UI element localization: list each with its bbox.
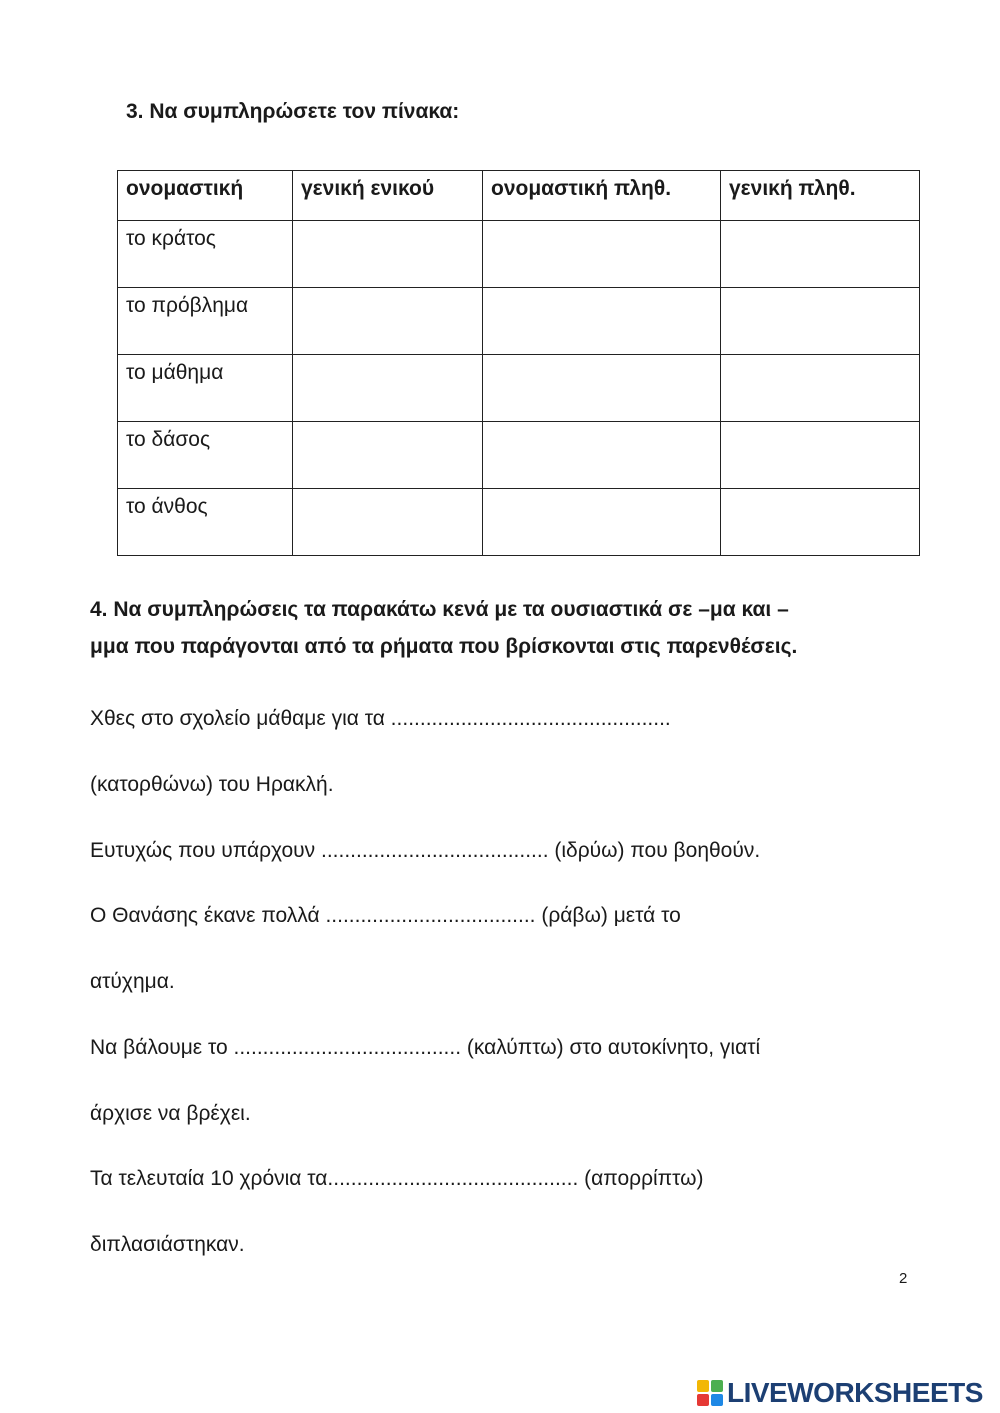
table-cell-blank[interactable]	[483, 489, 721, 556]
sentence-line-5: ατύχημα.	[90, 970, 175, 993]
sentence-line-6: Να βάλουμε το ....................................... (καλύπτω) στο αυτοκίνητο, γιατί	[90, 1036, 761, 1059]
liveworksheets-logo-text: LIVEWORKSHEETS	[727, 1377, 983, 1408]
table-row	[118, 489, 920, 556]
header-genitive-singular: γενική ενικού	[293, 171, 483, 221]
exercise-4-title-line-1: 4. Να συμπληρώσεις τα παρακάτω κενά με τα ουσιαστικά σε –μα και –	[90, 598, 789, 621]
table-cell-noun: το πρόβλημα	[118, 288, 293, 355]
table-cell-blank[interactable]	[293, 489, 483, 556]
table-cell-noun: το δάσος	[118, 422, 293, 489]
table-cell-blank[interactable]	[293, 355, 483, 422]
sentence-line-4: Ο Θανάσης έκανε πολλά .................................... (ράβω) μετά το	[90, 904, 681, 927]
table-cell-blank[interactable]	[721, 288, 920, 355]
header-nominative-plural: ονομαστική πληθ.	[483, 171, 721, 221]
sentence-line-1: Χθες στο σχολείο μάθαμε για τα ................................................	[90, 707, 671, 730]
sentence-line-2: (κατορθώνω) του Ηρακλή.	[90, 773, 334, 796]
table-cell-blank[interactable]	[721, 489, 920, 556]
exercise-3-title: 3. Να συμπληρώσετε τον πίνακα:	[126, 100, 460, 123]
noun-declension-table	[117, 170, 920, 556]
table-cell-blank[interactable]	[483, 288, 721, 355]
table-cell-blank[interactable]	[721, 355, 920, 422]
exercise-4-title	[90, 591, 930, 665]
table-cell-blank[interactable]	[483, 355, 721, 422]
table-cell-noun: το μάθημα	[118, 355, 293, 422]
table-cell-blank[interactable]	[721, 422, 920, 489]
liveworksheets-logo	[697, 1376, 983, 1410]
page-number: 2	[899, 1270, 908, 1287]
header-genitive-plural: γενική πληθ.	[721, 171, 920, 221]
table-row	[118, 355, 920, 422]
sentence-line-9: διπλασιάστηκαν.	[90, 1233, 245, 1256]
header-nominative: ονομαστική	[118, 171, 293, 221]
sentence-line-8: Τα τελευταία 10 χρόνια τα........................................... (απορρίπτω)	[90, 1167, 704, 1190]
table-header-row	[118, 171, 920, 221]
table-cell-blank[interactable]	[293, 221, 483, 288]
table-cell-blank[interactable]	[483, 422, 721, 489]
table-cell-noun: το άνθος	[118, 489, 293, 556]
table-cell-noun: το κράτος	[118, 221, 293, 288]
sentence-line-7: άρχισε να βρέχει.	[90, 1102, 251, 1125]
table-row	[118, 221, 920, 288]
sentence-line-3: Ευτυχώς που υπάρχουν ....................................... (ιδρύω) που βοηθούν.	[90, 839, 761, 862]
table-cell-blank[interactable]	[293, 288, 483, 355]
liveworksheets-logo-icon	[697, 1380, 723, 1406]
table-cell-blank[interactable]	[483, 221, 721, 288]
table-cell-blank[interactable]	[721, 221, 920, 288]
table-row	[118, 288, 920, 355]
table-row	[118, 422, 920, 489]
exercise-4-title-line-2: μμα που παράγονται από τα ρήματα που βρίσκονται στις παρενθέσεις.	[90, 635, 798, 658]
table-cell-blank[interactable]	[293, 422, 483, 489]
